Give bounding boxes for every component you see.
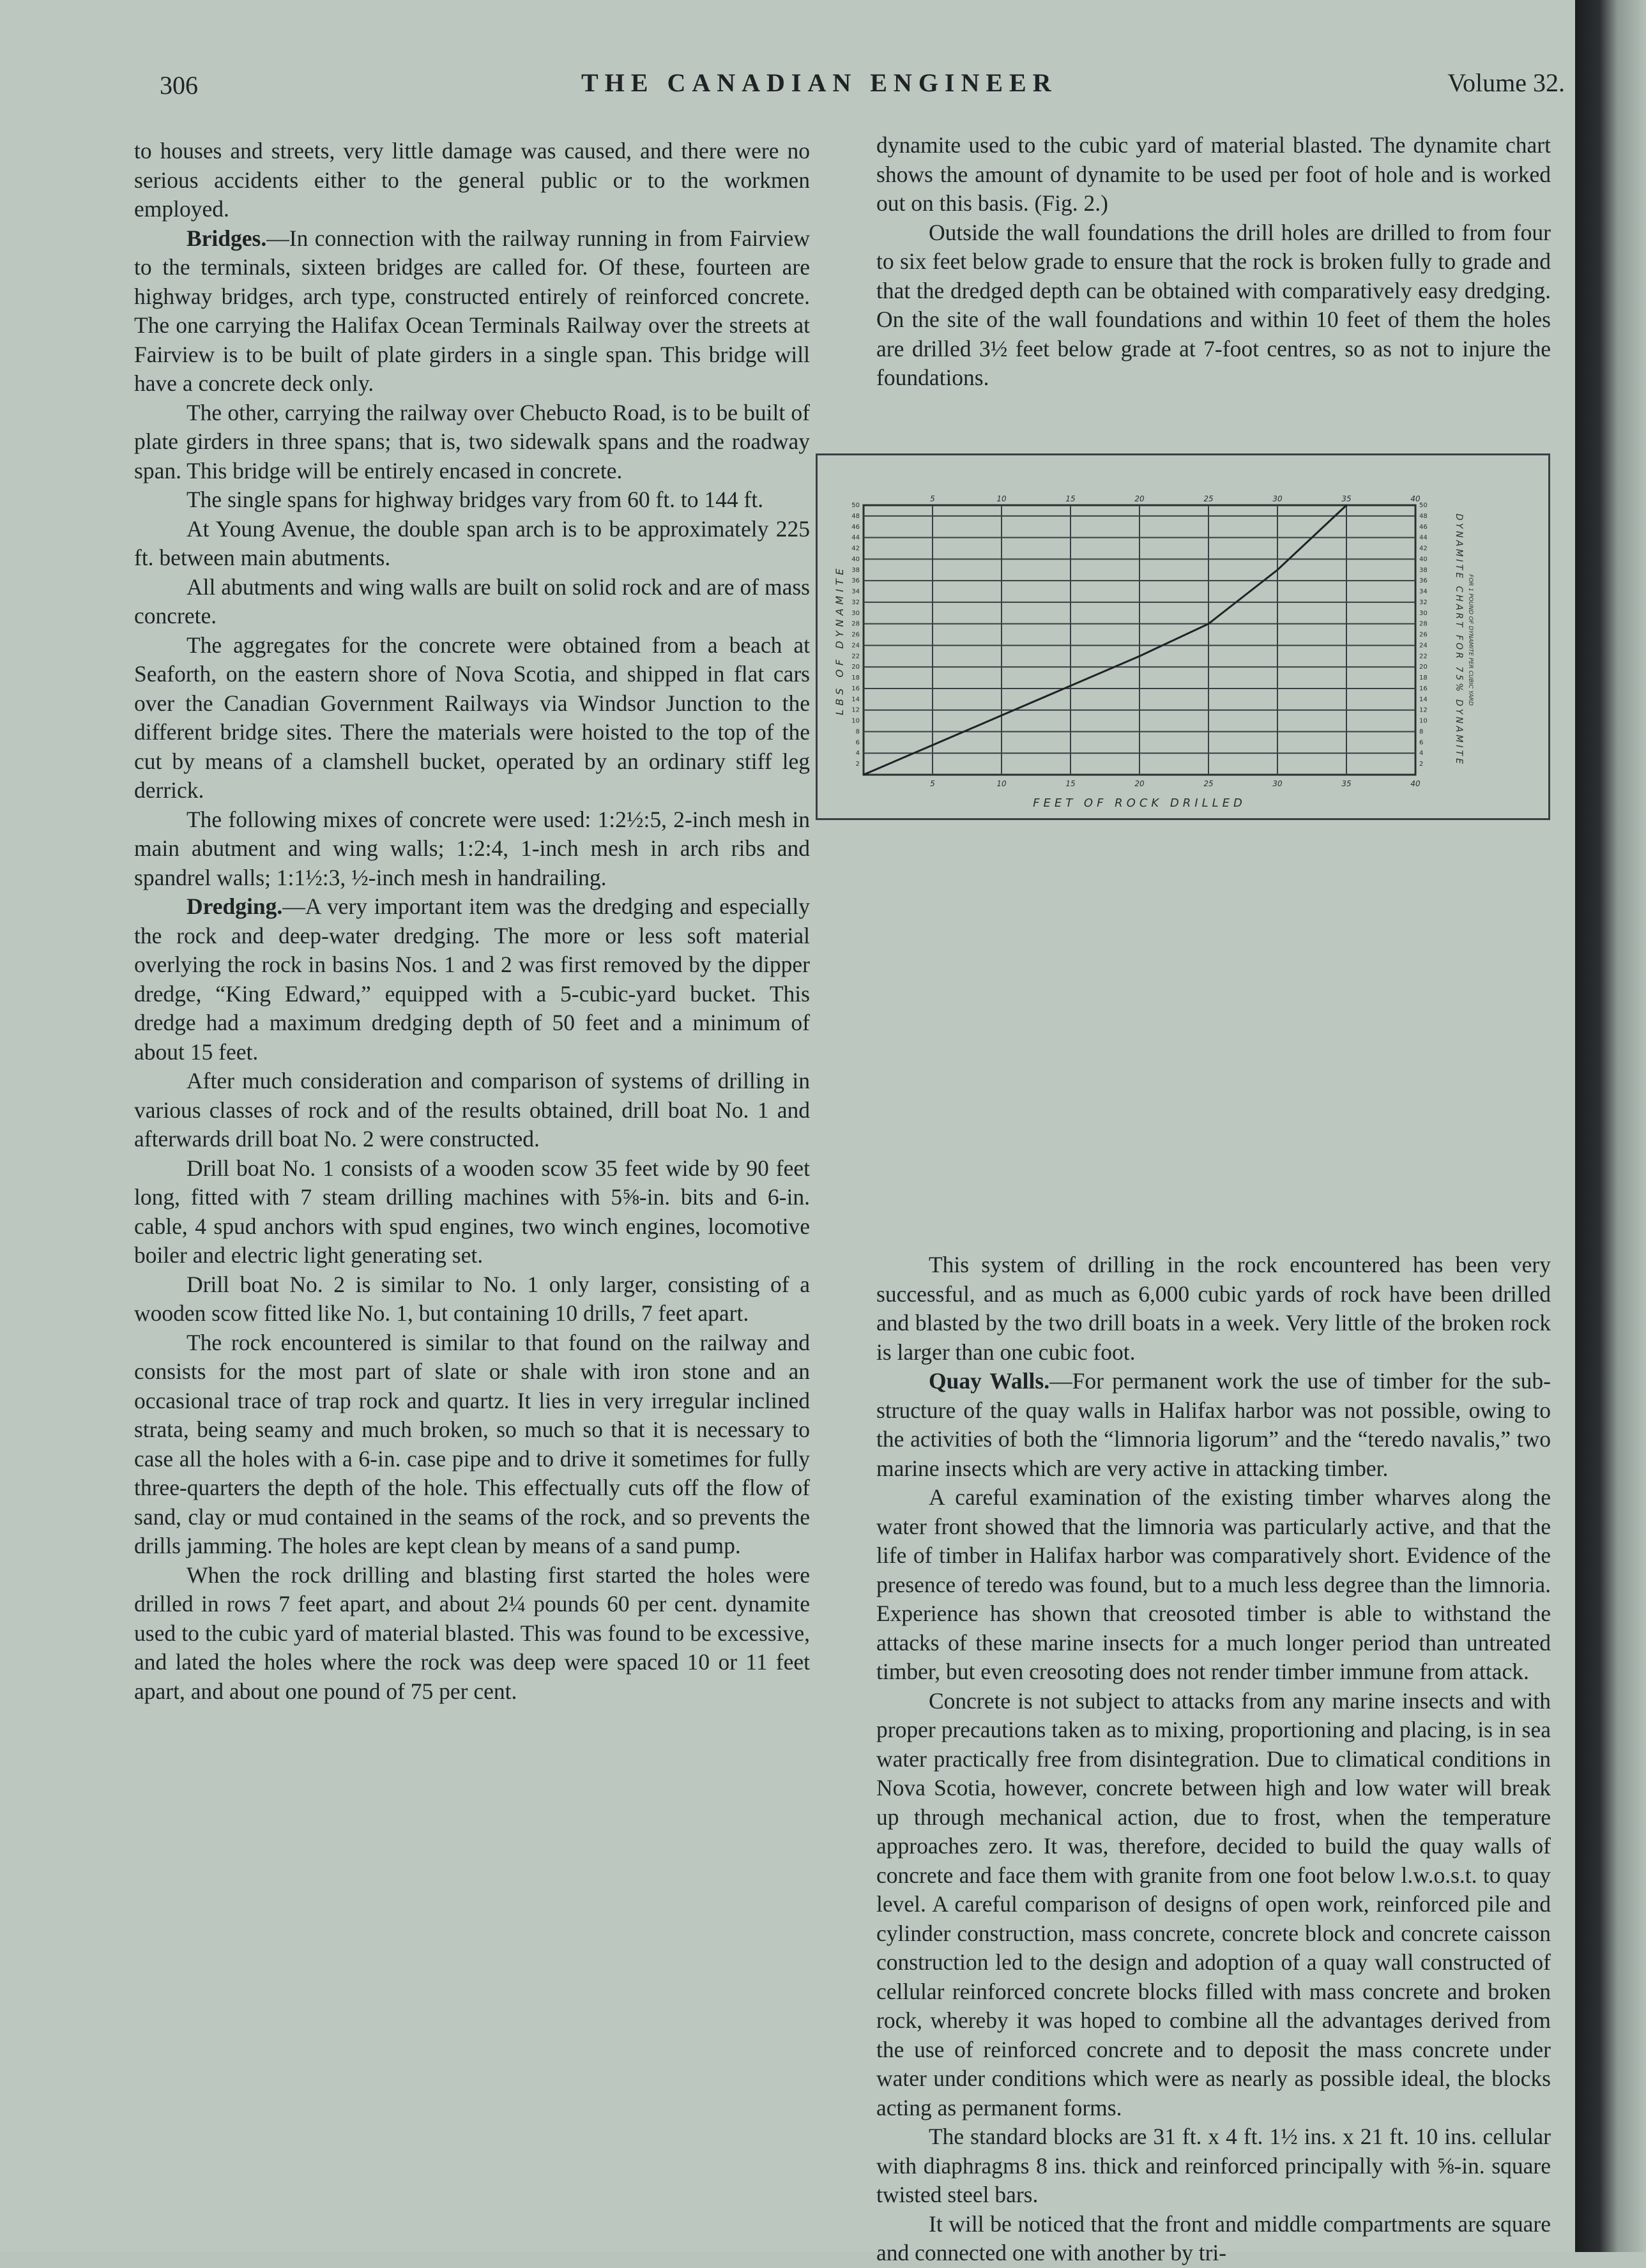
paragraph-text: This system of drilling in the rock encountered has been very successful, and as much as 6,000 cubic yards of rock have been drilled and blasted by the two drill boats in a week. Very little of the broken rock is larger than one cubic foot. [876,1252,1551,1365]
x-tick-label-top: 40 [1410,494,1421,503]
paragraph-text: The other, carrying the railway over Chebucto Road, is to be built of plate girders in three spans; that is, two sidewalk spans and the roadway span. This bridge will be entirely encased in concrete. [134,399,810,483]
paragraph-text: The aggregates for the concrete were obtained from a beach at Seaforth, on the eastern shore of Nova Scotia, and shipped in flat cars over the Canadian Government Railways via Windsor Junction to the different bridge sites. There the materials were hoisted to the top of the cut by means of a clamshell bucket, operated by an ordinary stiff leg derrick. [134,632,810,803]
paragraph-text: to houses and streets, very little damage was caused, and there were no serious accidents either to the general public or to the workmen employed. [134,138,810,222]
data-point [1001,715,1003,717]
paragraph-text: The standard blocks are 31 ft. x 4 ft. 1½ ins. x 21 ft. 10 ins. cellular with diaphragms 8 ins. thick and reinforced principally with ⅝-in. square twisted steel bars. [876,2124,1551,2207]
x-tick-label-top: 35 [1341,494,1352,503]
paragraph-text: It will be noticed that the front and middle compartments are square and connected one with another by tri- [876,2211,1551,2265]
data-point [1208,623,1210,625]
page-number: 306 [160,71,198,100]
paragraph [134,805,810,893]
y-tick-label: 50 [851,502,860,509]
x-tick-label: 5 [930,779,935,788]
paragraph [134,137,810,224]
x-tick-label-top: 10 [996,494,1007,503]
chart-side-subtitle: FOR 1 POUND OF DYNAMITE PER CUBIC YARD [1467,574,1474,706]
x-tick-label-top: 20 [1134,494,1145,503]
y-tick-label: 24 [851,642,860,650]
y-tick-label: 34 [851,588,860,596]
y-tick-label-right: 20 [1419,664,1428,671]
paragraph-text: Drill boat No. 2 is similar to No. 1 only larger, consisting of a wooden scow fitted like No. 1, but containing 10 drills, 7 feet apart. [134,1271,810,1326]
paragraph [876,2210,1551,2268]
dynamite-chart-figure [816,453,1550,820]
paragraph [134,573,810,631]
data-point [863,774,865,776]
y-tick-label-right: 34 [1419,588,1428,596]
y-tick-label-right: 38 [1419,567,1428,574]
y-tick-label: 2 [855,761,860,768]
y-tick-label-right: 26 [1419,631,1428,639]
paragraph [876,2122,1551,2210]
paragraph-text: The following mixes of concrete were used: 1:2½:5, 2-inch mesh in main abutment and wing walls; 1:2:4, 1-inch mesh in arch ribs and spandrel walls; 1:1½:3, ½-inch mesh in handrailing. [134,806,810,890]
y-tick-label-right: 32 [1419,598,1428,606]
right-column-bottom [876,1251,1551,2268]
page-header [160,64,1565,109]
x-tick-label: 25 [1203,779,1214,788]
y-tick-label: 40 [851,556,860,563]
paragraph [134,485,810,515]
y-tick-label-right: 28 [1419,620,1428,628]
paragraph-text: —In connection with the railway running in from Fairview to the terminals, sixteen bridges are called for. Of these, fourteen are highway bridges, arch type, constructed entirely of reinforced concrete. The one carrying the Halifax Ocean Terminals Railway over the streets at Fairview is to be built of plate girders in a single span. This bridge will have a concrete deck only. [134,225,810,396]
y-tick-label: 10 [851,717,860,725]
y-tick-label: 44 [851,534,860,542]
paragraph-text: All abutments and wing walls are built on solid rock and are of mass concrete. [134,574,810,628]
paragraph [876,1251,1551,1367]
x-axis-label: FEET OF ROCK DRILLED [1033,796,1246,810]
x-tick-label: 40 [1410,779,1421,788]
y-tick-label-right: 36 [1419,577,1428,585]
y-tick-label: 30 [851,609,860,617]
x-tick-label-top: 25 [1203,494,1214,503]
y-tick-label-right: 4 [1419,750,1424,757]
paragraph-text: A careful examination of the existing timber wharves along the water front showed that the limnoria was particularly active, and that the life of timber in Halifax harbor was comparatively short. Evidence of the presence of teredo was found, but to a much less degree than the limnoria. Experience has shown that creosoted timber is able to withstand the attacks of these marine insects for a much longer period than untreated timber, but even creosoting does not render timber immune from attack. [876,1484,1551,1684]
paragraph [876,1483,1551,1687]
y-tick-label: 18 [851,674,860,682]
y-axis-label: LBS OF DYNAMITE [834,565,846,715]
paragraph-text: After much consideration and comparison of systems of drilling in various classes of rock and of the results obtained, drill boat No. 1 and afterwards drill boat No. 2 were constructed. [134,1068,810,1152]
y-tick-label: 46 [851,523,860,531]
y-tick-label-right: 10 [1419,717,1428,725]
paragraph [876,131,1551,218]
x-tick-label-top: 5 [930,494,935,503]
paragraph-text: —For permanent work the use of timber for the sub-structure of the quay walls in Halifax harbor was not possible, owing to the activities of both the “limnoria ligorum” and the “teredo navalis,” two marine insects which are very active in attacking timber. [876,1368,1551,1481]
data-point [932,744,934,746]
y-tick-label-right: 46 [1419,523,1428,531]
y-tick-label-right: 6 [1419,739,1424,747]
y-tick-label-right: 8 [1419,728,1424,736]
paragraph-text: Drill boat No. 1 consists of a wooden scow 35 feet wide by 90 feet long, fitted with 7 steam drilling machines with 5⅝-in. bits and 6-in. cable, 4 spud anchors with spud engines, two winch engines, locomotive boiler and electric light generating set. [134,1155,810,1268]
y-tick-label: 32 [851,598,860,606]
paragraph [134,1067,810,1154]
y-tick-label-right: 30 [1419,609,1428,617]
x-tick-label: 20 [1134,779,1145,788]
paragraph [134,1328,810,1561]
y-tick-label: 26 [851,631,860,639]
y-tick-label: 28 [851,620,860,628]
x-tick-label: 35 [1341,779,1352,788]
paragraph-text: The rock encountered is similar to that found on the railway and consists for the most part of slate or shale with iron stone and an occasional trace of trap rock and quartz. It lies in very irregular inclined strata, being seamy and much broken, so much so that it is necessary to case all the holes with a 6-in. case pipe and to drive it sometimes for fully three-quarters the depth of the hole. This effectually cuts off the flow of sand, clay or mud contained in the seams of the rock, and so prevents the drills jamming. The holes are kept clean by means of a sand pump. [134,1329,810,1558]
paragraph-text: —A very important item was the dredging and especially the rock and deep-water dredging. The more or less soft material overlying the rock in basins Nos. 1 and 2 was first removed by the dipper dredge, “King Edward,” equipped with a 5-cubic-yard bucket. This dredge had a maximum dredging depth of 50 feet and a minimum of about 15 feet. [134,894,810,1065]
chart-side-title: DYNAMITE CHART FOR 75% DYNAMITE [1454,514,1464,766]
y-tick-label-right: 2 [1419,761,1424,768]
paragraph-text: When the rock drilling and blasting first started the holes were drilled in rows 7 feet apart, and about 2¼ pounds 60 per cent. dynamite used to the cubic yard of material blasted. This was found to be excessive, and lated the holes where the rock was deep were spaced 10 or 11 feet apart, and about one pound of 75 per cent. [134,1562,810,1704]
y-tick-label-right: 14 [1419,696,1428,703]
paragraph-text: Outside the wall foundations the drill holes are drilled to from four to six feet below grade to ensure that the rock is broken fully to grade and that the dredged depth can be obtained with comparatively easy dredging. On the site of the wall foundations and within 10 feet of them the holes are drilled 3½ feet below grade at 7-foot centres, so as not to injure the foundations. [876,219,1551,390]
paragraph-text: dynamite used to the cubic yard of material blasted. The dynamite chart shows the amount of dynamite to be used per foot of hole and is worked out on this basis. (Fig. 2.) [876,132,1551,216]
y-tick-label: 48 [851,512,860,520]
y-tick-label: 8 [855,728,860,736]
paragraph [876,1367,1551,1483]
y-tick-label-right: 44 [1419,534,1428,542]
x-tick-label: 30 [1272,779,1283,788]
y-tick-label: 4 [855,750,860,757]
dynamite-series-line [864,505,1346,775]
x-tick-label-top: 30 [1272,494,1283,503]
data-point [1277,569,1279,571]
volume-label: Volume 32. [1447,68,1565,97]
paragraph [134,1270,810,1328]
data-point [1070,685,1072,687]
y-tick-label-right: 48 [1419,512,1428,520]
y-tick-label-right: 22 [1419,653,1428,660]
x-tick-label: 15 [1065,779,1076,788]
paragraph-text: The single spans for highway bridges vary from 60 ft. to 144 ft. [187,487,764,512]
y-tick-label-right: 50 [1419,502,1428,509]
y-tick-label-right: 42 [1419,545,1428,552]
y-tick-label: 20 [851,664,860,671]
x-tick-label: 10 [996,779,1007,788]
y-tick-label-right: 16 [1419,685,1428,692]
x-tick-label-top: 15 [1065,494,1076,503]
paragraph-text: At Young Avenue, the double span arch is to be approximately 225 ft. between main abutments. [134,515,810,570]
paragraph [134,224,810,399]
y-tick-label: 6 [855,739,860,747]
data-point [1139,655,1141,657]
y-tick-label: 14 [851,696,860,703]
y-tick-label: 16 [851,685,860,692]
paragraph [134,1154,810,1270]
y-tick-label-right: 12 [1419,706,1428,714]
y-tick-label: 36 [851,577,860,585]
y-tick-label-right: 24 [1419,642,1428,650]
paragraph [134,1561,810,1707]
paragraph [134,631,810,805]
y-tick-label: 12 [851,706,860,714]
dynamite-chart [818,455,1548,818]
book-gutter [1575,0,1646,2252]
right-column-top [876,131,1551,393]
section-heading: Bridges. [187,225,267,251]
paragraph [876,218,1551,393]
paragraph [134,399,810,486]
left-column [134,137,810,1706]
paragraph [876,1687,1551,2123]
y-tick-label-right: 18 [1419,674,1428,682]
y-tick-label: 38 [851,567,860,574]
data-point [1346,505,1348,506]
paragraph [134,515,810,573]
section-heading: Quay Walls. [929,1368,1050,1394]
paragraph [134,892,810,1067]
journal-title: THE CANADIAN ENGINEER [581,68,1058,97]
y-tick-label: 22 [851,653,860,660]
paragraph-text: Concrete is not subject to attacks from any marine insects and with proper precautions taken as to mixing, proportioning and placing, is in sea water practically free from disintegration. Due to climatical conditions in Nova Scotia, however, concrete between high and low water will break up through mechanical action, due to frost, when the temperature approaches zero. It was, therefore, decided to build the quay walls of concrete and face them with granite from one foot below l.w.o.s.t. to quay level. A careful comparison of designs of open work, reinforced pile and cylinder construction, mass concrete, concrete block and concrete caisson construction led to the design and adoption of a quay wall constructed of cellular reinforced concrete blocks filled with mass concrete and broken rock, whereby it was hoped to combine all the advantages derived from the use of reinforced concrete and to deposit the mass concrete under water under conditions which were as nearly as possible ideal, the blocks acting as permanent forms. [876,1687,1551,2120]
section-heading: Dredging. [187,894,283,919]
y-tick-label: 42 [851,545,860,552]
y-tick-label-right: 40 [1419,556,1428,563]
